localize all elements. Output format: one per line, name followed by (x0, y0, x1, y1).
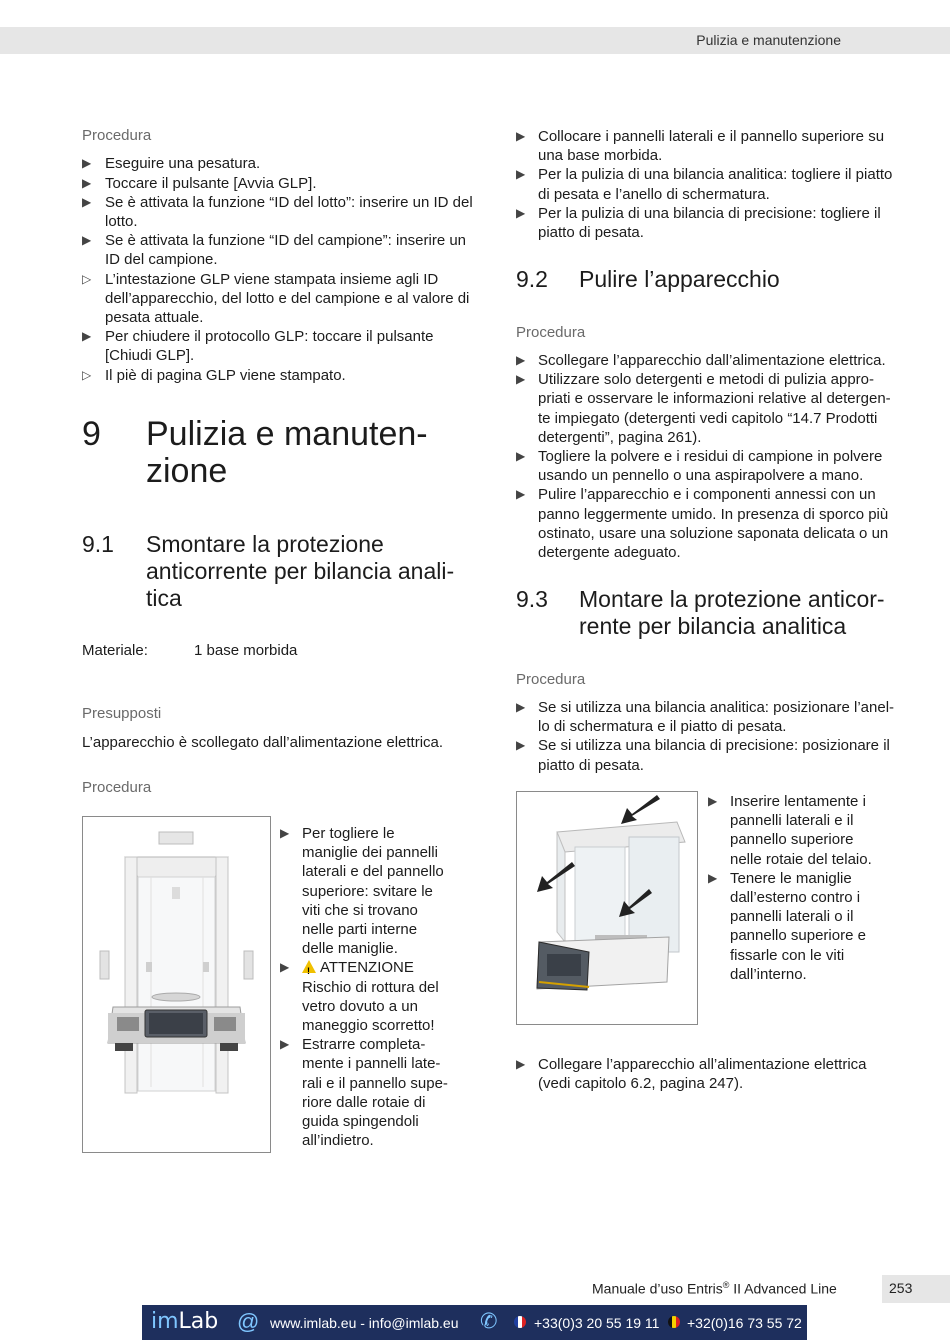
banner-phone-be: +32(0)16 73 55 72 (687, 1315, 802, 1331)
result-bullet-icon: ▷ (82, 368, 92, 382)
at-icon: @ (237, 1309, 260, 1334)
banner-phone-fr: +33(0)3 20 55 19 11 (534, 1315, 660, 1331)
list-item: ▶ Collegare l’apparecchio all’alimentazione elettrica (vedi capitolo 6.2, pagina 247). (516, 1056, 867, 1093)
figure-step-list (708, 792, 908, 984)
list-item: ▶ Per la pulizia di una bilancia di precisione: togliere il piatto di pesata. (516, 204, 881, 242)
arrow-bullet-icon: ▶ (516, 353, 526, 367)
procedure-label: Procedura (516, 671, 586, 688)
arrow-bullet-icon: ▶ (280, 826, 290, 840)
phone-icon: ✆ (480, 1310, 498, 1333)
figure-step-list (280, 824, 465, 1150)
list-item: ▶ Se si utilizza una bilancia di precisione: posizionare il piatto di pesata. (516, 737, 890, 774)
arrow-bullet-icon: ▶ (280, 1037, 290, 1052)
list-item: ▶ Estrarre completa- mente i pannelli late- rali e il pannello supe- riore dalle rotaie di guida spingendoli all’indietro. (280, 1036, 448, 1150)
imlab-logo: imLab (151, 1309, 219, 1334)
arrow-bullet-icon: ▶ (516, 738, 526, 753)
figure-balance-assembly (516, 791, 698, 1025)
list-item: ▶ Inserire lentamente i pannelli laterali e il pannello superiore nelle rotaie del telaio. (708, 793, 872, 868)
arrow-bullet-icon: ▶ (516, 372, 526, 387)
imlab-banner (142, 1305, 807, 1340)
arrow-bullet-icon: ▶ (516, 167, 526, 182)
list-item: ▶ Utilizzare solo detergenti e metodi di pulizia appro- priati e osservare le informazioni relative al detergen- te impiegato (detergenti vedi capitolo “14.7 Prodotti detergenti”, pagina 261). (516, 371, 891, 446)
chapter-title-line-2: zione (146, 452, 228, 490)
arrow-bullet-icon: ▶ (82, 233, 92, 247)
balance-assembly-illustration (517, 792, 697, 1024)
flag-belgium-icon (668, 1316, 680, 1328)
section-number: 9.3 (516, 586, 548, 612)
arrow-bullet-icon: ▶ (516, 1057, 526, 1071)
arrow-bullet-icon: ▶ (516, 449, 526, 464)
list-item: ▶ Per togliere le maniglie dei pannelli laterali e del pannello superiore: svitare le viti che si trovano nelle parti interne delle maniglie. (280, 825, 444, 958)
arrow-bullet-icon: ▶ (516, 700, 526, 714)
section-title: Pulire l’apparecchio (579, 266, 780, 292)
arrow-bullet-icon: ▶ (708, 870, 718, 885)
page-number-box (882, 1275, 950, 1303)
section-title-line-2: rente per bilancia analitica (579, 613, 847, 639)
list-item: ▶ Se è attivata la funzione “ID del campione”: inserire un ID del campione. (82, 232, 467, 269)
list-item-warning: ▶ ! ATTENZIONE Rischio di rottura del vetro dovuto a un maneggio scorretto! (280, 959, 439, 1035)
procedure-label: Procedura (82, 127, 152, 144)
list-item: ▶ Se si utilizza una bilancia analitica: posizionare l’anel- lo di schermatura e il piatto di pesata. (516, 699, 895, 736)
list-item: ▶ Scollegare l’apparecchio dall’alimentazione elettrica. (516, 352, 886, 369)
procedure-label: Procedura (516, 324, 586, 341)
list-item: ▷ L’intestazione GLP viene stampata insieme agli ID dell’apparecchio, del lotto e del campione e al valore di pesata attuale. (82, 271, 470, 327)
arrow-bullet-icon: ▶ (82, 176, 92, 190)
running-header (0, 27, 950, 54)
figure-balance-disassembled (82, 816, 271, 1153)
list-item: ▶ Togliere la polvere e i residui di campione in polvere usando un pennello o una aspirapolvere a mano. (516, 448, 883, 485)
footer-manual-title: Manuale d’uso Entris® II Advanced Line (592, 1280, 837, 1297)
banner-web: www.imlab.eu - info@imlab.eu (270, 1315, 459, 1331)
arrow-bullet-icon: ▶ (708, 794, 718, 808)
presupposti-text: L’apparecchio è scollegato dall’alimentazione elettrica. (82, 734, 444, 751)
materiale-value: 1 base morbida (194, 642, 298, 659)
list-item: ▶ Se è attivata la funzione “ID del lotto”: inserire un ID del lotto. (82, 194, 473, 231)
list-item: ▶ Per chiudere il protocollo GLP: toccare il pulsante [Chiudi GLP]. (82, 328, 434, 365)
result-bullet-icon: ▷ (82, 272, 92, 286)
arrow-bullet-icon: ▶ (82, 195, 92, 209)
list-item: ▶ Toccare il pulsante [Avvia GLP]. (82, 175, 317, 192)
presupposti-label: Presupposti (82, 705, 162, 722)
warning-title: ATTENZIONE (320, 959, 414, 977)
section-title-line-1: Smontare la protezione (146, 531, 384, 557)
list-item: ▶ Tenere le maniglie dall’esterno contro i pannelli laterali o il pannello superiore e fissarle con le viti dall’interno. (708, 869, 866, 983)
step-list (516, 351, 916, 562)
section-number: 9.2 (516, 266, 548, 292)
step-list (516, 1055, 916, 1093)
section-number: 9.1 (82, 531, 114, 557)
list-item: ▶ Collocare i pannelli laterali e il pannello superiore su una base morbida. (516, 128, 885, 165)
running-header-title: Pulizia e manutenzione (696, 32, 841, 48)
arrow-bullet-icon: ▶ (516, 205, 526, 220)
section-title-line-3: tica (146, 585, 182, 611)
list-item: ▶ Eseguire una pesatura. (82, 155, 261, 172)
arrow-bullet-icon: ▶ (280, 960, 290, 975)
procedure-label: Procedura (82, 779, 152, 796)
arrow-bullet-icon: ▶ (82, 156, 92, 170)
step-list (516, 698, 916, 775)
materiale-label: Materiale: (82, 642, 148, 659)
arrow-bullet-icon: ▶ (82, 329, 92, 343)
warning-triangle-icon: ! (302, 960, 316, 973)
chapter-number: 9 (82, 415, 101, 453)
page-number: 253 (889, 1280, 913, 1296)
flag-france-icon (514, 1316, 526, 1328)
step-list (516, 127, 916, 242)
section-title-line-2: anticorrente per bilancia anali- (146, 558, 455, 584)
chapter-title-line-1: Pulizia e manuten- (146, 415, 428, 453)
list-item: ▶ Pulire l’apparecchio e i componenti annessi con un panno leggermente umido. In presenza di sporco più ostinato, usare una soluzione saponata delicata o un detergente adeguato. (516, 486, 889, 562)
list-item: ▶ Per la pulizia di una bilancia analitica: togliere il piatto di pesata e l’anello di schermatura. (516, 166, 893, 203)
balance-illustration (83, 817, 270, 1152)
arrow-bullet-icon: ▶ (516, 487, 526, 502)
arrow-bullet-icon: ▶ (516, 129, 526, 143)
list-item: ▷ Il piè di pagina GLP viene stampato. (82, 367, 346, 384)
section-title-line-1: Montare la protezione anticor- (579, 586, 885, 612)
